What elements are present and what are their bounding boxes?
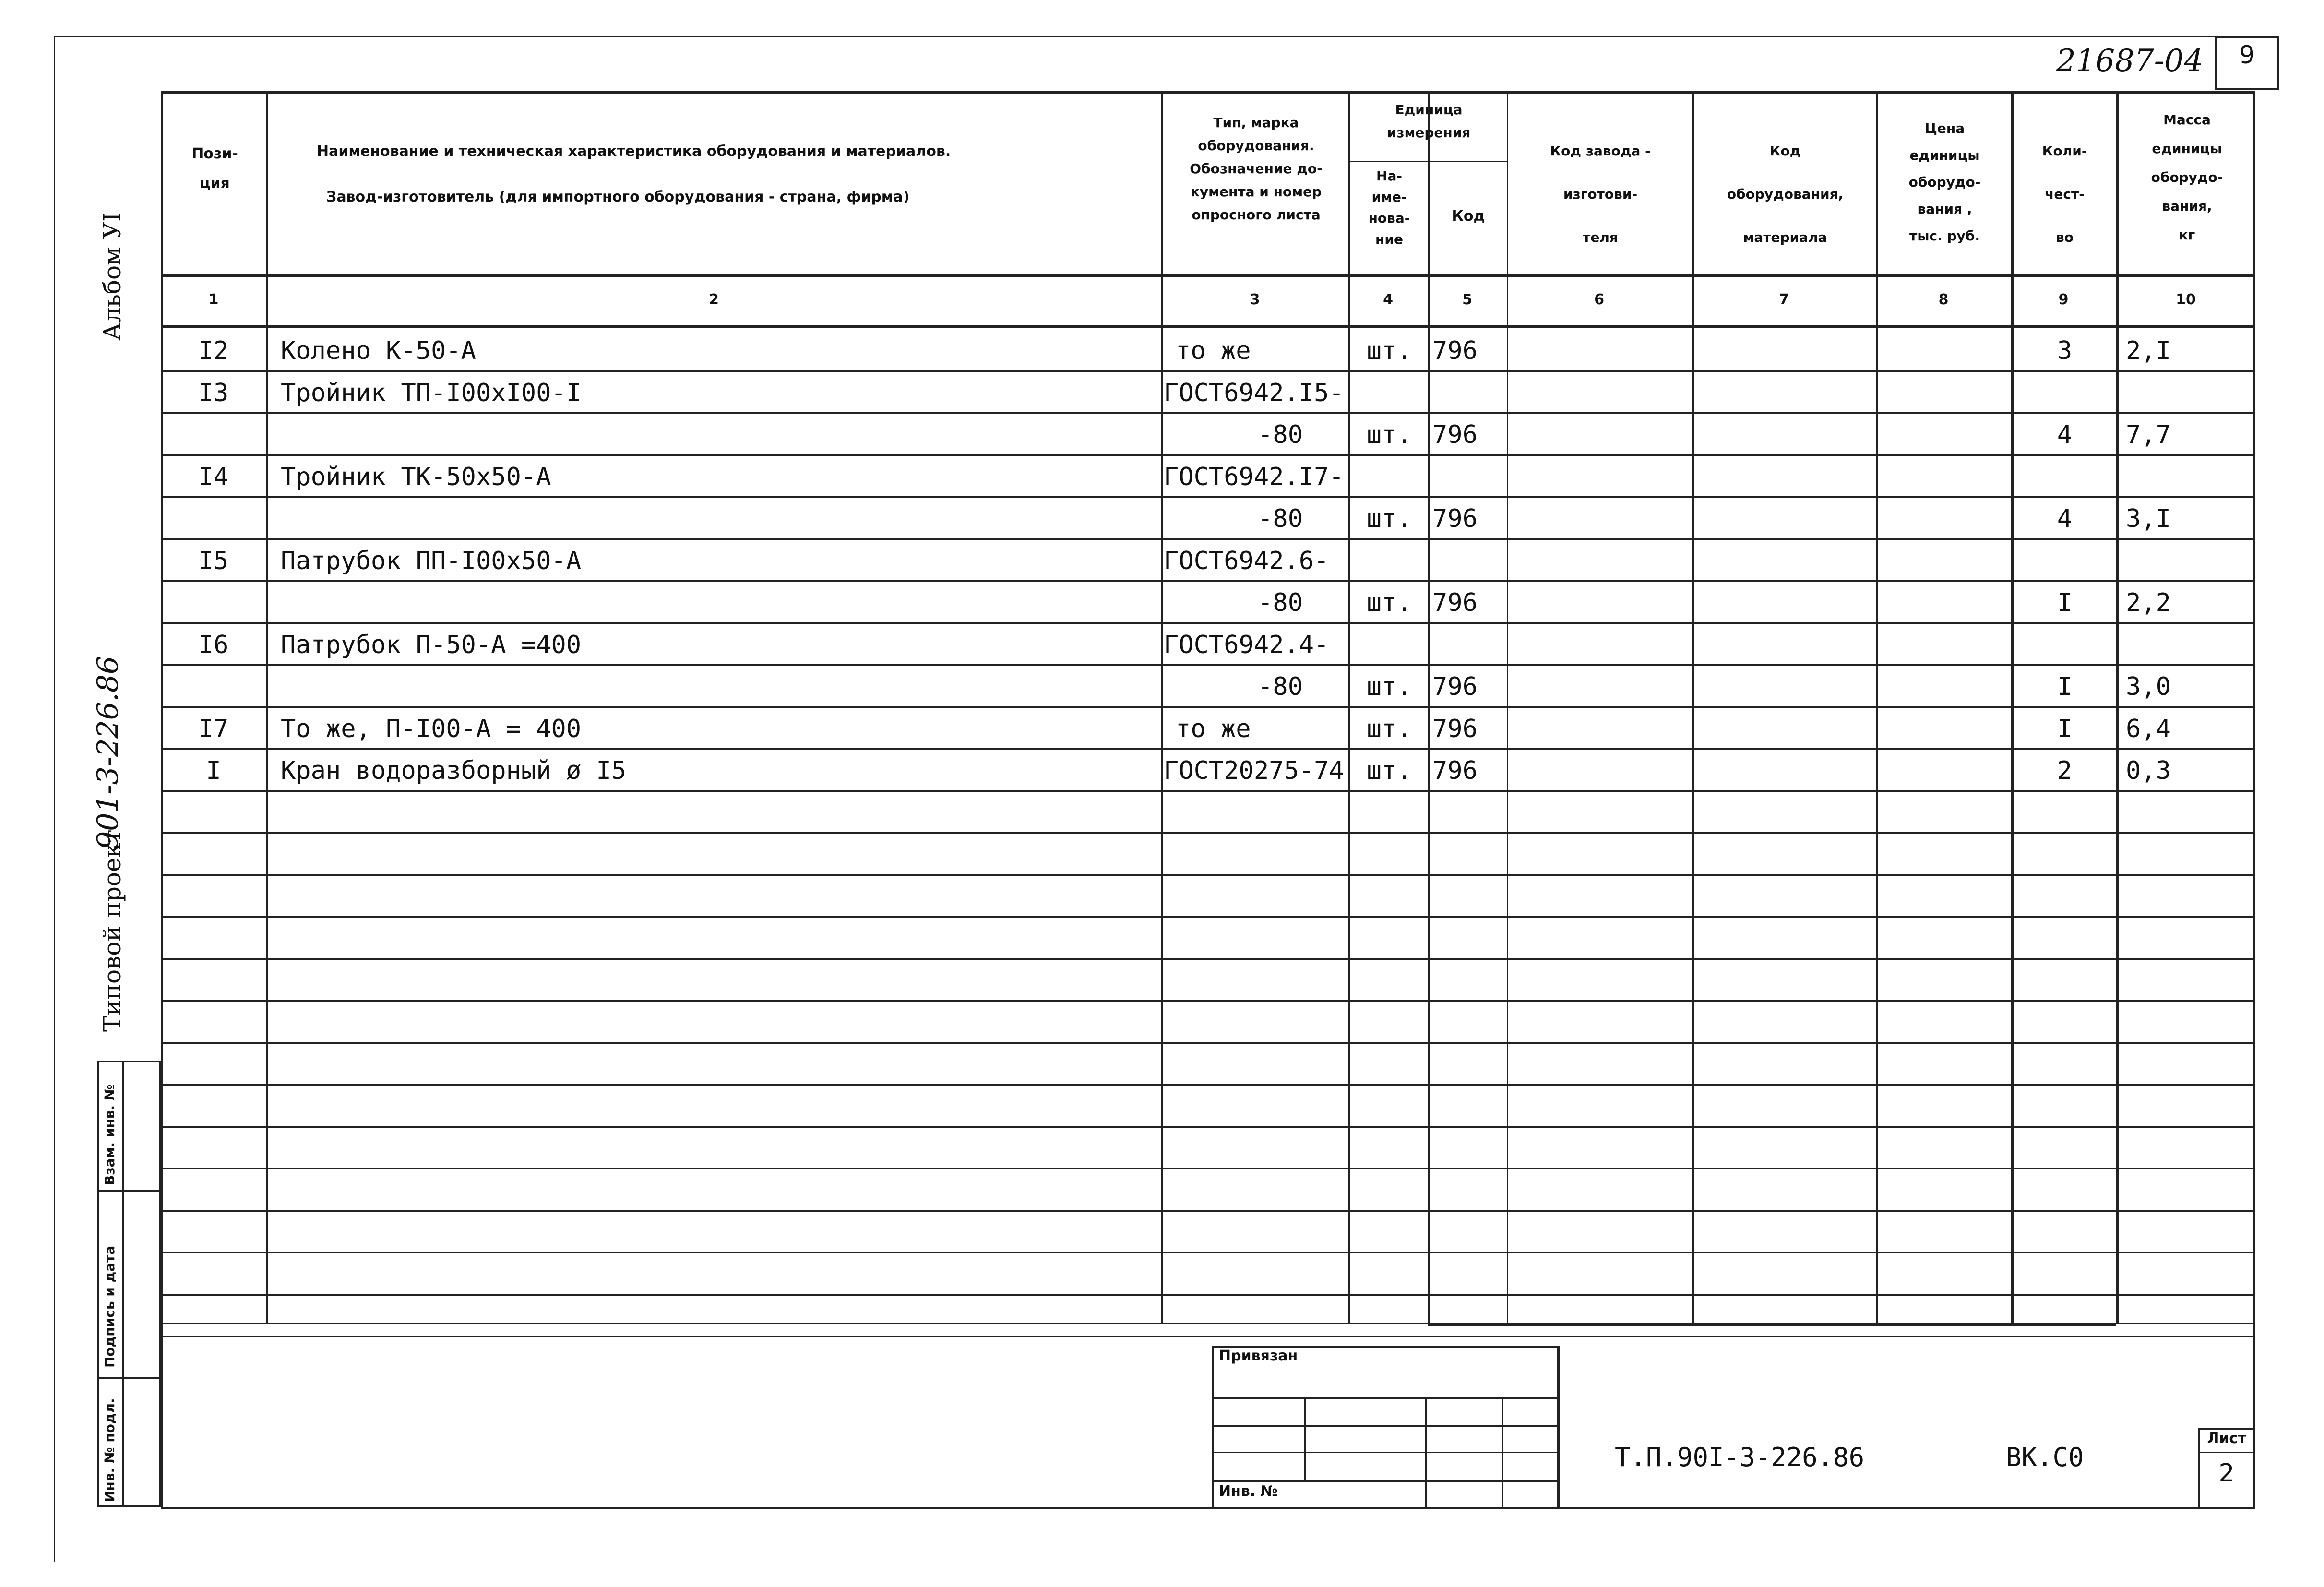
sheet-code: ВК.С0 xyxy=(2006,1442,2084,1472)
row-line xyxy=(161,958,2255,960)
inv-no-label: Инв. № xyxy=(1219,1483,1278,1500)
list-label: Лист xyxy=(2207,1430,2246,1447)
cell-unit-code xyxy=(1432,372,1504,414)
cell-unit: шт. xyxy=(1367,672,1412,701)
cell-position: I xyxy=(206,756,221,785)
cell-name: То же, П-I00-А = 400 xyxy=(281,715,582,743)
cell-mass: 0,3 xyxy=(2126,756,2171,785)
table-bottom-line xyxy=(161,1323,2255,1324)
header-equipment-code: Код оборудования, материала xyxy=(1727,143,1844,245)
outer-top-border xyxy=(54,36,2271,37)
list-number: 2 xyxy=(2218,1459,2235,1488)
cell-unit-code: 796 xyxy=(1432,420,1478,449)
privyazan-line4 xyxy=(1212,1480,1560,1482)
header-name-line1: Наименование и техническая характеристика оборудования и материалов. xyxy=(317,143,951,160)
colnum-2: 2 xyxy=(709,291,719,308)
unit-group-divider xyxy=(1348,161,1507,162)
cell-position: I3 xyxy=(198,379,229,407)
header-mass: Масса единицы оборудо- вания, кг xyxy=(2151,112,2223,243)
cell-quantity: I xyxy=(2057,715,2073,743)
cell-unit: шт. xyxy=(1367,588,1412,617)
cell-unit: шт. xyxy=(1367,715,1412,743)
header-factory-code: Код завода - изготови- теля xyxy=(1550,143,1651,245)
cell-position: I6 xyxy=(198,631,229,659)
header-price: Цена единицы оборудо- вания , тыс. руб. xyxy=(1908,120,1981,244)
cell-document: ГОСТ6942.I7- xyxy=(1164,463,1344,491)
colnum-1: 1 xyxy=(208,291,219,308)
header-unit-name: На- име- нова- ние xyxy=(1368,168,1410,247)
header-name-line2: Завод-изготовитель (для импортного оборудования - страна, фирма) xyxy=(326,189,910,205)
side-stamp-sep1 xyxy=(97,1190,161,1192)
cell-mass xyxy=(2126,540,2255,582)
cell-document: ГОСТ6942.I5- xyxy=(1164,379,1344,407)
cell-unit-code: 796 xyxy=(1432,588,1478,617)
privyazan-vline2 xyxy=(1425,1397,1427,1509)
cell-document: ГОСТ6942.4- xyxy=(1164,631,1329,659)
doc-code: Т.П.90I-3-226.86 xyxy=(1615,1442,1865,1472)
cell-name: Тройник ТП-I00xI00-I xyxy=(281,379,582,407)
privyazan-line3 xyxy=(1212,1452,1560,1453)
cell-document: ГОСТ20275-74 xyxy=(1164,756,1344,785)
cell-document: то же xyxy=(1176,336,1251,365)
row-line xyxy=(161,1000,2255,1002)
colnum-9: 9 xyxy=(2058,291,2069,308)
page-number: 9 xyxy=(2239,41,2255,70)
cell-quantity: 2 xyxy=(2057,756,2073,785)
cell-position: I7 xyxy=(198,715,229,743)
cell-mass: 7,7 xyxy=(2126,420,2171,449)
document-number: 21687-04 xyxy=(2056,43,2204,79)
cell-name: Патрубок ПП-I00x50-А xyxy=(281,547,582,575)
cell-quantity xyxy=(2013,624,2116,666)
cell-position xyxy=(163,414,264,455)
row-line xyxy=(161,916,2255,918)
cell-mass xyxy=(2126,372,2255,414)
row-line xyxy=(161,1042,2255,1044)
side-stamp-sep2 xyxy=(97,1377,161,1379)
cell-unit xyxy=(1351,372,1428,414)
cell-name: Колено К-50-А xyxy=(281,336,476,365)
list-box-divider xyxy=(2198,1452,2255,1453)
cell-document: -80 xyxy=(1258,588,1303,617)
cell-quantity: 3 xyxy=(2057,336,2073,365)
colnum-8: 8 xyxy=(1938,291,1949,308)
cell-unit xyxy=(1351,624,1428,666)
header-quantity: Коли- чест- во xyxy=(2042,143,2087,245)
cell-unit: шт. xyxy=(1367,756,1412,785)
privyazan-vline1 xyxy=(1304,1397,1306,1480)
colnum-6: 6 xyxy=(1594,291,1604,308)
cell-position xyxy=(163,666,264,707)
colnum-4: 4 xyxy=(1383,291,1393,308)
cell-unit-code: 796 xyxy=(1432,672,1478,701)
row-line xyxy=(161,832,2255,834)
cell-unit: шт. xyxy=(1367,420,1412,449)
sign-date-label: Подпись и дата xyxy=(102,1245,118,1368)
cell-unit-code xyxy=(1432,624,1504,666)
privyazan-line2 xyxy=(1212,1425,1560,1427)
cell-document: ГОСТ6942.6- xyxy=(1164,547,1329,575)
side-stamp-divider xyxy=(122,1061,124,1507)
cell-mass: 3,I xyxy=(2126,504,2171,533)
cell-quantity xyxy=(2013,372,2116,414)
cell-name xyxy=(281,582,1154,623)
project-type-label: Типовой проект xyxy=(98,829,126,1032)
colnum-3: 3 xyxy=(1250,291,1260,308)
cell-name: Тройник ТК-50x50-А xyxy=(281,463,551,491)
cell-unit-code: 796 xyxy=(1432,715,1478,743)
privyazan-line1 xyxy=(1212,1397,1560,1399)
number-row-bottom-line xyxy=(161,325,2255,328)
cell-unit: шт. xyxy=(1367,336,1412,365)
cell-name: Кран водоразборный ø I5 xyxy=(281,756,627,785)
cell-document: -80 xyxy=(1258,420,1303,449)
row-line xyxy=(161,1126,2255,1128)
cell-position: I2 xyxy=(198,336,229,365)
row-line xyxy=(161,874,2255,876)
album-label: Альбом УI xyxy=(98,212,126,341)
row-line xyxy=(161,1336,2255,1337)
cell-unit xyxy=(1351,540,1428,582)
cell-quantity: 4 xyxy=(2057,504,2073,533)
cell-quantity: I xyxy=(2057,588,2073,617)
cell-document: -80 xyxy=(1258,672,1303,701)
cell-mass: 3,0 xyxy=(2126,672,2171,701)
cell-unit xyxy=(1351,456,1428,498)
header-position: Пози- ция xyxy=(191,145,238,192)
cell-quantity xyxy=(2013,540,2116,582)
privyazan-vline3 xyxy=(1502,1397,1503,1509)
cell-unit-code: 796 xyxy=(1432,756,1478,785)
cell-position: I4 xyxy=(198,463,229,491)
row-line xyxy=(161,1294,2255,1296)
cell-name xyxy=(281,498,1154,539)
row-line xyxy=(161,1210,2255,1212)
cell-mass xyxy=(2126,624,2255,666)
cell-position xyxy=(163,498,264,539)
cell-document: то же xyxy=(1176,715,1251,743)
cell-position xyxy=(163,582,264,623)
cell-position: I5 xyxy=(198,547,229,575)
cell-unit: шт. xyxy=(1367,504,1412,533)
cell-name: Патрубок П-50-А =400 xyxy=(281,631,582,659)
colnum-10: 10 xyxy=(2176,291,2196,308)
cell-quantity: I xyxy=(2057,672,2073,701)
privyazan-label: Привязан xyxy=(1219,1348,1298,1364)
cell-unit-code: 796 xyxy=(1432,504,1478,533)
cell-unit-code xyxy=(1432,456,1504,498)
row-line xyxy=(161,1084,2255,1086)
header-type-doc: Тип, марка оборудования. Обозначение до- кумента и номер опросного листа xyxy=(1190,115,1323,223)
inv-vzam-label: Взам. инв. № xyxy=(102,1084,118,1185)
cell-name xyxy=(281,414,1154,455)
inv-podl-label: Инв. № подл. xyxy=(102,1398,118,1502)
cell-unit-code: 796 xyxy=(1432,336,1478,365)
cell-unit-code xyxy=(1432,540,1504,582)
cell-mass: 6,4 xyxy=(2126,715,2171,743)
header-unit-group: Единица измерения xyxy=(1387,102,1471,141)
project-number-label: 901-3-226.86 xyxy=(91,656,125,849)
cell-quantity: 4 xyxy=(2057,420,2073,449)
cell-mass: 2,2 xyxy=(2126,588,2171,617)
cell-quantity xyxy=(2013,456,2116,498)
outer-left-border xyxy=(54,36,55,1562)
colnum-5: 5 xyxy=(1462,291,1472,308)
colnum-7: 7 xyxy=(1779,291,1789,308)
row-line xyxy=(161,1168,2255,1169)
cell-mass xyxy=(2126,456,2255,498)
cell-document: -80 xyxy=(1258,504,1303,533)
header-unit-code: Код xyxy=(1452,208,1485,225)
row-line xyxy=(161,1252,2255,1253)
cell-name xyxy=(281,666,1154,707)
cell-mass: 2,I xyxy=(2126,336,2171,365)
